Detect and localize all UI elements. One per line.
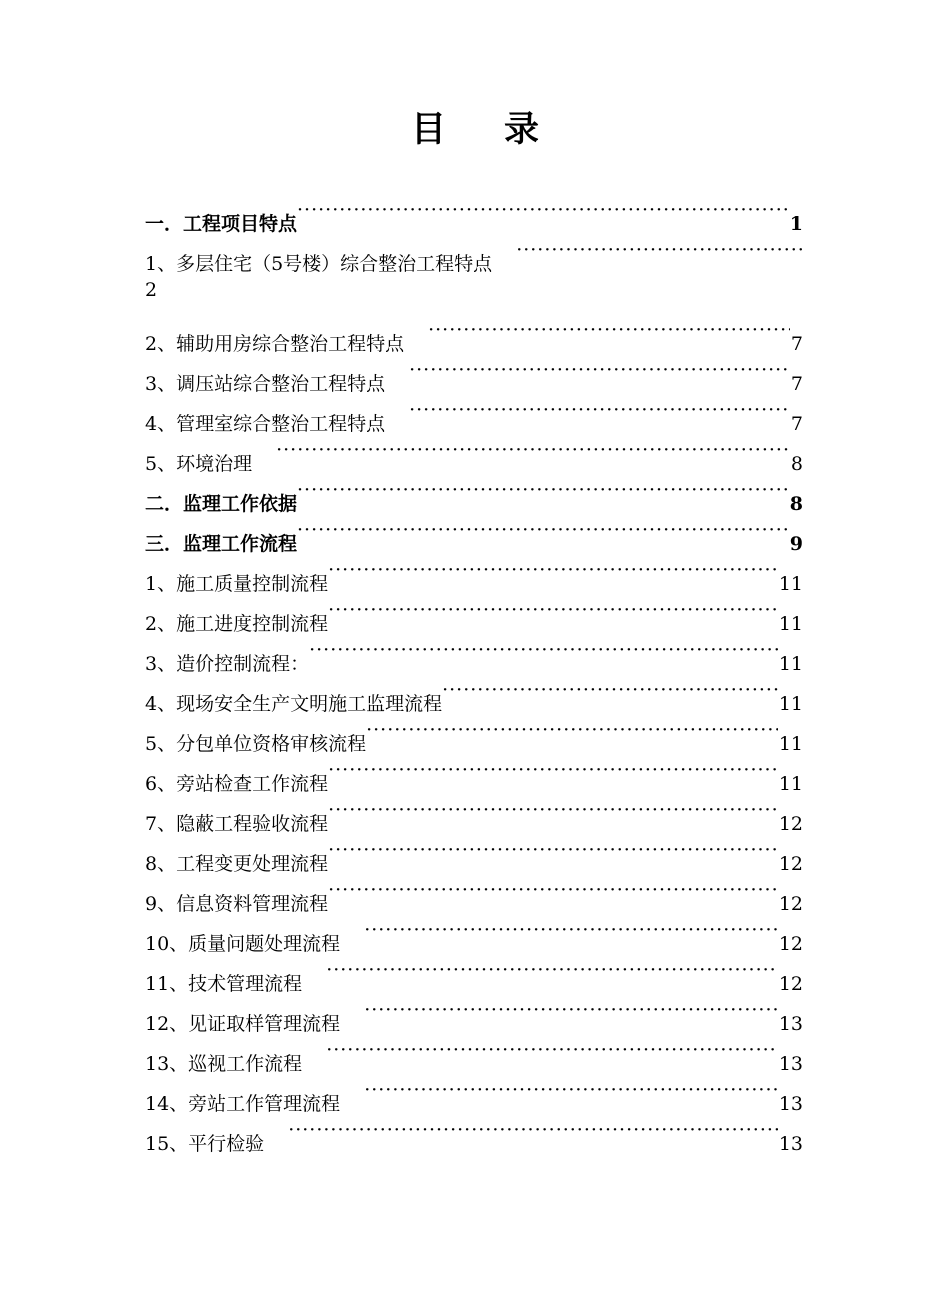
- toc-entry-page: 11: [778, 733, 803, 755]
- toc-entry-page: 13: [778, 1013, 803, 1035]
- toc-entry[interactable]: [145, 230, 803, 275]
- toc-entry[interactable]: [145, 790, 803, 835]
- toc-entry[interactable]: [145, 630, 803, 675]
- toc-entry-page: 12: [778, 893, 803, 915]
- toc-entry-label: 4、管理室综合整治工程特点: [145, 413, 386, 435]
- toc-entry-label: 3、造价控制流程：: [145, 653, 310, 675]
- toc-leader: [428, 310, 790, 350]
- toc-leader: [366, 710, 778, 750]
- toc-entry[interactable]: [145, 750, 803, 795]
- toc-entry[interactable]: [145, 1030, 803, 1075]
- toc-entry-page: 11: [778, 653, 803, 675]
- toc-entry-label: 3、调压站综合整治工程特点: [145, 373, 386, 395]
- toc-leader: [326, 950, 778, 990]
- toc-entry[interactable]: [145, 190, 803, 235]
- toc-entry[interactable]: [145, 670, 803, 715]
- page-title: [0, 102, 950, 152]
- toc-entry-page: 13: [778, 1093, 803, 1115]
- toc-entry[interactable]: [145, 950, 803, 995]
- toc-entry-label: 2、施工进度控制流程: [145, 613, 329, 635]
- toc-entry[interactable]: [145, 710, 803, 755]
- toc-entry-label: 二．监理工作依据: [145, 493, 298, 515]
- toc-entry-page: 13: [778, 1053, 803, 1075]
- toc-leader: [364, 990, 778, 1030]
- toc-entry[interactable]: [145, 870, 803, 915]
- toc-entry-page: 12: [778, 813, 803, 835]
- title-char-1: 目: [410, 110, 446, 150]
- toc-entry[interactable]: [145, 390, 803, 435]
- toc-entry[interactable]: [145, 470, 803, 515]
- toc-leader: [364, 1070, 778, 1110]
- toc-entry[interactable]: [145, 350, 803, 395]
- toc-entry-label: 5、环境治理: [145, 453, 253, 475]
- table-of-contents: [145, 190, 803, 1155]
- toc-entry-label: 12、见证取样管理流程: [145, 1013, 341, 1035]
- toc-leader: [328, 550, 778, 590]
- toc-entry-page: 7: [790, 373, 803, 395]
- toc-entry[interactable]: [145, 430, 803, 475]
- toc-entry-label: 2、辅助用房综合整治工程特点: [145, 333, 405, 355]
- toc-leader: [328, 830, 778, 870]
- toc-leader: [288, 1110, 778, 1150]
- toc-entry-page: 11: [778, 613, 803, 635]
- toc-entry-page: 12: [778, 853, 803, 875]
- toc-leader: [328, 590, 778, 630]
- toc-entry-label: 5、分包单位资格审核流程: [145, 733, 367, 755]
- toc-entry[interactable]: [145, 310, 803, 355]
- toc-entry-page: 1: [789, 213, 803, 235]
- toc-entry[interactable]: [145, 910, 803, 955]
- toc-leader: [442, 670, 778, 710]
- toc-leader: [516, 230, 803, 270]
- toc-entry[interactable]: [145, 1110, 803, 1155]
- toc-entry[interactable]: [145, 990, 803, 1035]
- toc-entry-page: 7: [790, 413, 803, 435]
- toc-leader: [328, 790, 778, 830]
- toc-leader: [309, 630, 778, 670]
- toc-entry-label: 4、现场安全生产文明施工监理流程: [145, 693, 443, 715]
- toc-leader: [297, 190, 789, 230]
- toc-entry-page: 11: [778, 693, 803, 715]
- toc-entry-page: 13: [778, 1133, 803, 1155]
- toc-entry-label: 三．监理工作流程: [145, 533, 298, 555]
- toc-entry-label: 1、施工质量控制流程: [145, 573, 329, 595]
- toc-leader: [409, 350, 790, 390]
- toc-entry-label: 10、质量问题处理流程: [145, 933, 341, 955]
- toc-entry-page: 11: [778, 573, 803, 595]
- toc-entry-page-wrapped: 2: [145, 279, 158, 301]
- toc-entry-page: 9: [789, 533, 803, 555]
- toc-leader: [297, 470, 789, 510]
- toc-entry[interactable]: [145, 830, 803, 875]
- title-char-2: 录: [504, 110, 540, 150]
- toc-leader: [297, 510, 789, 550]
- toc-entry-label: 8、工程变更处理流程: [145, 853, 329, 875]
- toc-entry[interactable]: [145, 590, 803, 635]
- toc-entry-page: 11: [778, 773, 803, 795]
- toc-entry-label: 15、平行检验: [145, 1133, 265, 1155]
- toc-leader: [409, 390, 790, 430]
- toc-entry-label: 13、巡视工作流程: [145, 1053, 303, 1075]
- toc-entry-page: 12: [778, 973, 803, 995]
- toc-entry-page: 8: [789, 493, 803, 515]
- toc-leader: [328, 870, 778, 910]
- toc-entry[interactable]: [145, 550, 803, 595]
- toc-entry-page: 12: [778, 933, 803, 955]
- toc-leader: [328, 750, 778, 790]
- toc-entry-page: 8: [790, 453, 803, 475]
- toc-entry-label: 6、旁站检查工作流程: [145, 773, 329, 795]
- toc-entry-label: 9、信息资料管理流程: [145, 893, 329, 915]
- toc-entry-label: 7、隐蔽工程验收流程: [145, 813, 329, 835]
- toc-entry-label: 1、多层住宅（5号楼）综合整治工程特点: [145, 253, 493, 275]
- toc-entry-page: 7: [790, 333, 803, 355]
- toc-entry[interactable]: [145, 1070, 803, 1115]
- toc-leader: [276, 430, 790, 470]
- toc-entry-label: 14、旁站工作管理流程: [145, 1093, 341, 1115]
- toc-entry-label: 一．工程项目特点: [145, 213, 298, 235]
- toc-leader: [326, 1030, 778, 1070]
- toc-entry[interactable]: [145, 510, 803, 555]
- toc-entry-label: 11、技术管理流程: [145, 973, 303, 995]
- toc-leader: [364, 910, 778, 950]
